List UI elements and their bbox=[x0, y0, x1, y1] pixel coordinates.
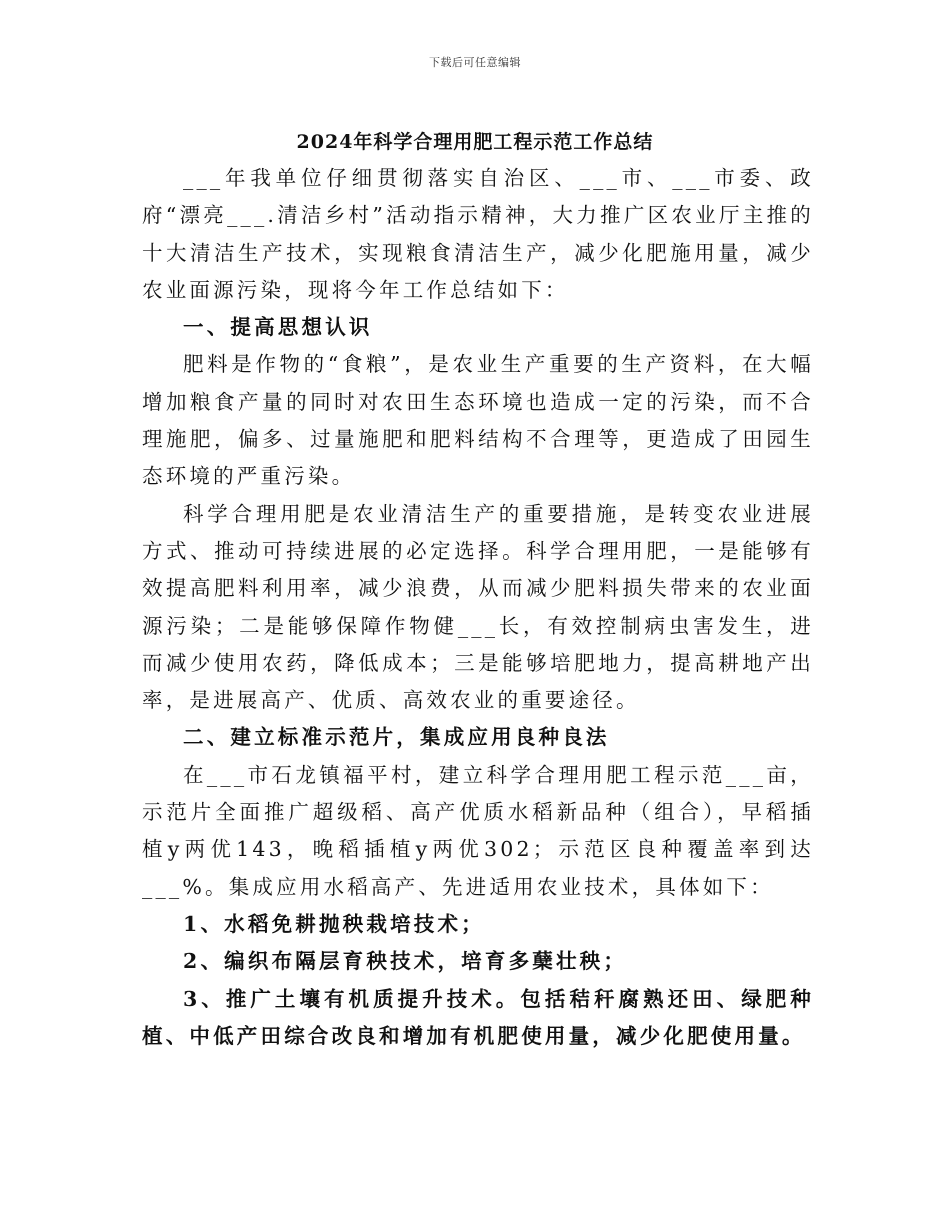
paragraph-intro: ___年我单位仔细贯彻落实自治区、___市、___市委、政府“漂亮___.清洁乡村”活动指示精神，大力推广区农业厅主推的十大清洁生产技术，实现粮食清洁生产，减少化肥施用量，减少农业面源污染，现将今年工作总结如下： bbox=[142, 166, 814, 302]
paragraph-scientific-use: 科学合理用肥是农业清洁生产的重要措施，是转变农业进展方式、推动可持续进展的必定选择。科学合理用肥，一是能够有效提高肥料利用率，减少浪费，从而减少肥料损失带来的农业面源污染；二是能够保障作物健___长，有效控制病虫害发生，进而减少使用农药，降低成本；三是能够培肥地力，提高耕地产出率，是进展高产、优质、高效农业的重要途径。 bbox=[142, 501, 814, 713]
technique-item-1: 1、水稻免耕抛秧栽培技术； bbox=[183, 911, 485, 936]
section-heading-2: 二、建立标准示范片，集成应用良种良法 bbox=[183, 725, 610, 750]
paragraph-demo-area: 在___市石龙镇福平村，建立科学合理用肥工程示范___亩，示范片全面推广超级稻、高产优质水稻新品种（组合），早稻插植y两优143，晚稻插植y两优302；示范区良种覆盖率到达___%。集成应用水稻高产、先进适用农业技术，具体如下： bbox=[142, 762, 814, 899]
paragraph-fertilizer: 肥料是作物的“食粮”，是农业生产重要的生产资料，在大幅增加粮食产量的同时对农田生态环境也造成一定的污染，而不合理施肥，偏多、过量施肥和肥料结构不合理等，更造成了田园生态环境的严重污染。 bbox=[142, 352, 814, 489]
document-body bbox=[142, 160, 814, 1055]
header-note: 下载后可任意编辑 bbox=[429, 56, 521, 69]
technique-item-3: 3、推广土壤有机质提升技术。包括秸秆腐熟还田、绿肥种植、中低产田综合改良和增加有机肥使用量，减少化肥使用量。 bbox=[142, 986, 814, 1048]
page-title: 2024年科学合理用肥工程示范工作总结 bbox=[296, 131, 654, 153]
section-heading-1: 一、提高思想认识 bbox=[183, 315, 373, 340]
technique-item-2: 2、编织布隔层育秧技术，培育多蘖壮秧； bbox=[183, 949, 628, 974]
